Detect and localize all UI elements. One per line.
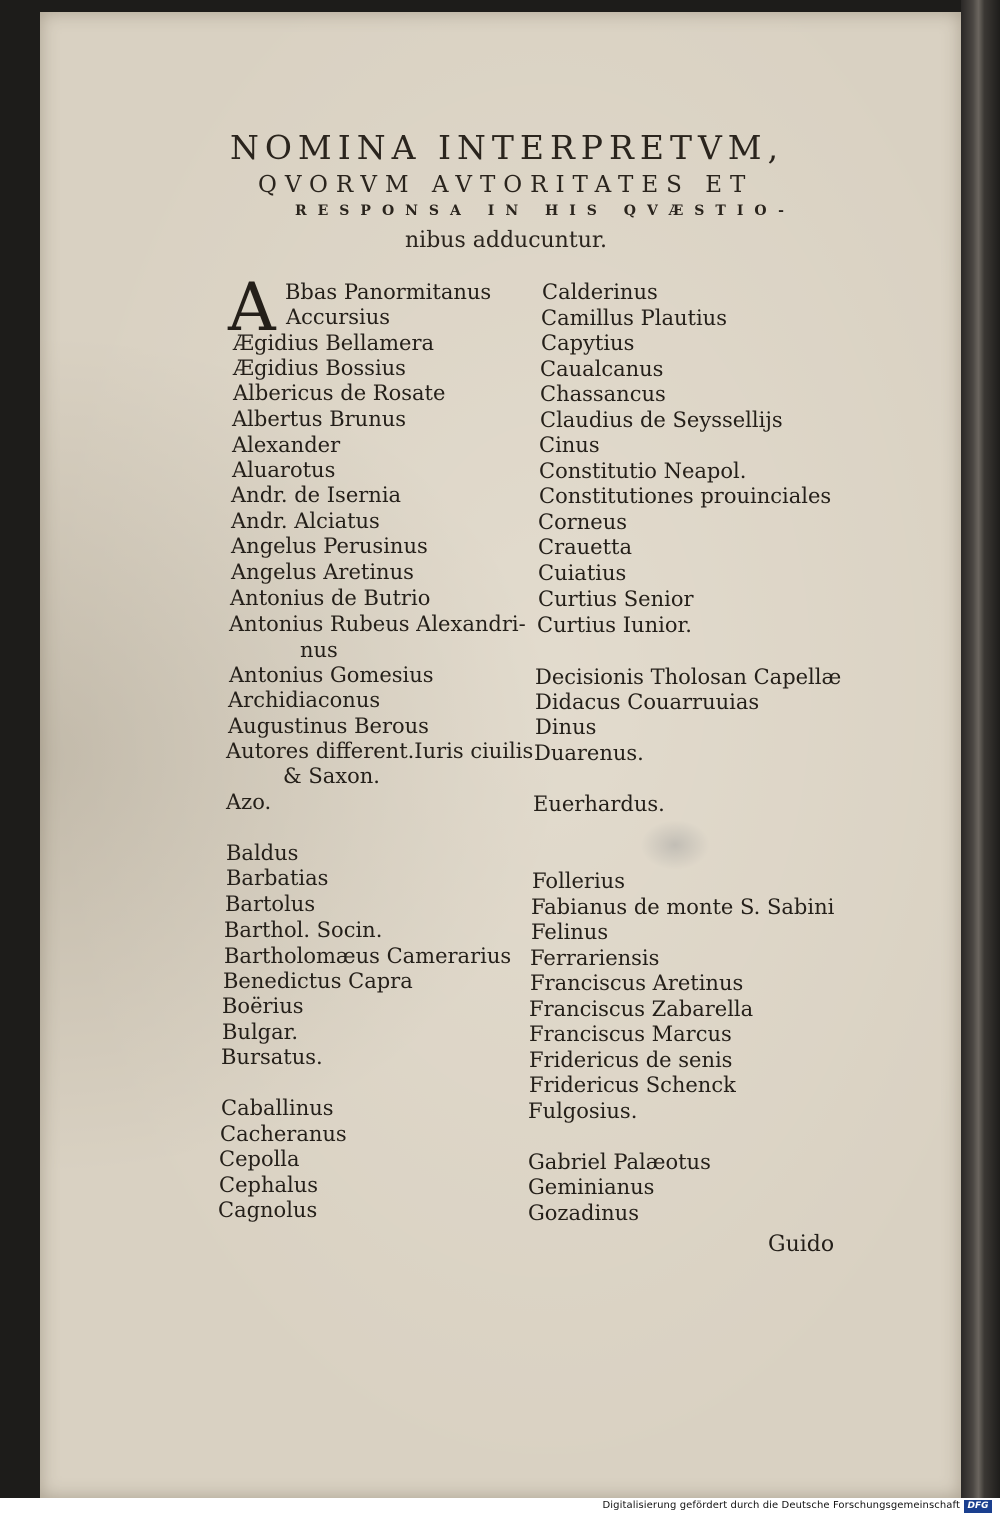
right-column-entry: Geminianus: [528, 1175, 655, 1199]
left-column-entry: Archidiaconus: [228, 688, 381, 712]
left-column-entry: Barbatias: [226, 866, 329, 890]
right-column-entry: Didacus Couarruuias: [535, 690, 760, 714]
left-column-entry: Ægidius Bossius: [233, 356, 406, 380]
book-edge: [961, 0, 1000, 1498]
left-column-entry: Cagnolus: [218, 1198, 318, 1222]
left-column-entry: Antonius Gomesius: [229, 663, 434, 687]
right-column-entry: Constitutiones prouinciales: [539, 484, 832, 508]
left-column-entry: Caballinus: [221, 1096, 334, 1120]
right-column-entry: Franciscus Aretinus: [530, 971, 744, 995]
right-column-entry: Decisionis Tholosan Capellæ: [535, 665, 842, 689]
left-column-entry: Autores different.Iuris ciuilis: [226, 739, 534, 763]
left-column-entry: Barthol. Socin.: [224, 918, 383, 942]
title-line-4: nibus adducuntur.: [405, 228, 607, 253]
right-column-entry: Fridericus Schenck: [529, 1073, 736, 1097]
right-column-entry: Gozadinus: [528, 1201, 639, 1225]
right-column-entry: Dinus: [535, 715, 597, 739]
left-column-entry: Bartholomæus Camerarius: [224, 944, 512, 968]
right-column-entry: Caualcanus: [540, 357, 664, 381]
right-column-entry: Duarenus.: [534, 741, 644, 765]
catchword: Guido: [768, 1232, 835, 1257]
right-column-entry: Curtius Iunior.: [537, 613, 692, 637]
right-column-entry: Euerhardus.: [533, 792, 665, 816]
paper-stain: [640, 820, 710, 870]
left-column-entry: Bbas Panormitanus: [285, 280, 492, 304]
drop-capital: A: [228, 269, 276, 346]
right-column-entry: Gabriel Palæotus: [528, 1150, 711, 1174]
right-column-entry: Curtius Senior: [538, 587, 694, 611]
dfg-logo: DFG: [964, 1500, 992, 1513]
footer-credit: Digitalisierung gefördert durch die Deutsche Forschungsgemeinschaft: [602, 1500, 960, 1511]
right-column-entry: Franciscus Zabarella: [529, 997, 754, 1021]
left-column-entry: Cacheranus: [220, 1122, 347, 1146]
left-column-entry: Baldus: [226, 841, 299, 865]
title-line-1: NOMINA INTERPRETVM,: [230, 128, 785, 167]
left-column-entry: Benedictus Capra: [223, 969, 413, 993]
right-column-entry: Fulgosius.: [528, 1099, 638, 1123]
left-column-entry: Antonius Rubeus Alexandri-: [229, 612, 526, 636]
right-column-entry: Calderinus: [542, 280, 658, 304]
right-column-entry: Claudius de Seyssellijs: [540, 408, 783, 432]
right-column-entry: Chassancus: [540, 382, 666, 406]
left-column-entry: Accursius: [286, 305, 391, 329]
left-column-entry: Angelus Perusinus: [231, 534, 428, 558]
left-column-entry: Andr. Alciatus: [231, 509, 380, 533]
right-column-entry: Fabianus de monte S. Sabini: [531, 895, 835, 919]
left-column-entry: Augustinus Berous: [228, 714, 429, 738]
right-column-entry: Crauetta: [538, 535, 632, 559]
right-column-entry: Felinus: [531, 920, 609, 944]
left-column-entry: Boërius: [222, 994, 304, 1018]
left-column-entry: Albericus de Rosate: [233, 381, 446, 405]
left-column-entry: Bursatus.: [221, 1045, 323, 1069]
left-column-entry: Andr. de Isernia: [231, 483, 402, 507]
right-column-entry: Constitutio Neapol.: [539, 459, 747, 483]
left-column-entry: Albertus Brunus: [232, 407, 407, 431]
left-column-entry: Aluarotus: [232, 458, 336, 482]
left-column-entry: Cephalus: [219, 1173, 319, 1197]
title-line-3: RESPONSA IN HIS QVÆSTIO-: [295, 203, 795, 219]
left-column-entry: Cepolla: [219, 1147, 300, 1171]
right-column-entry: Camillus Plautius: [541, 306, 727, 330]
left-column-entry: Bartolus: [225, 892, 316, 916]
left-column-entry: Azo.: [226, 790, 272, 814]
left-column-entry: Bulgar.: [222, 1020, 299, 1044]
right-column-entry: Capytius: [541, 331, 635, 355]
left-column-entry: Antonius de Butrio: [230, 586, 431, 610]
right-column-entry: Follerius: [532, 869, 625, 893]
right-column-entry: Ferrariensis: [530, 946, 660, 970]
right-column-entry: Corneus: [538, 510, 628, 534]
title-line-2: QVORVM AVTORITATES ET: [258, 172, 754, 198]
left-column-entry: Ægidius Bellamera: [233, 331, 435, 355]
left-column-entry: & Saxon.: [283, 764, 380, 788]
right-column-entry: Cinus: [539, 433, 600, 457]
right-column-entry: Franciscus Marcus: [529, 1022, 732, 1046]
right-column-entry: Cuiatius: [538, 561, 627, 585]
left-column-entry: nus: [300, 638, 338, 662]
left-column-entry: Alexander: [232, 433, 341, 457]
right-column-entry: Fridericus de senis: [529, 1048, 733, 1072]
left-column-entry: Angelus Aretinus: [231, 560, 414, 584]
